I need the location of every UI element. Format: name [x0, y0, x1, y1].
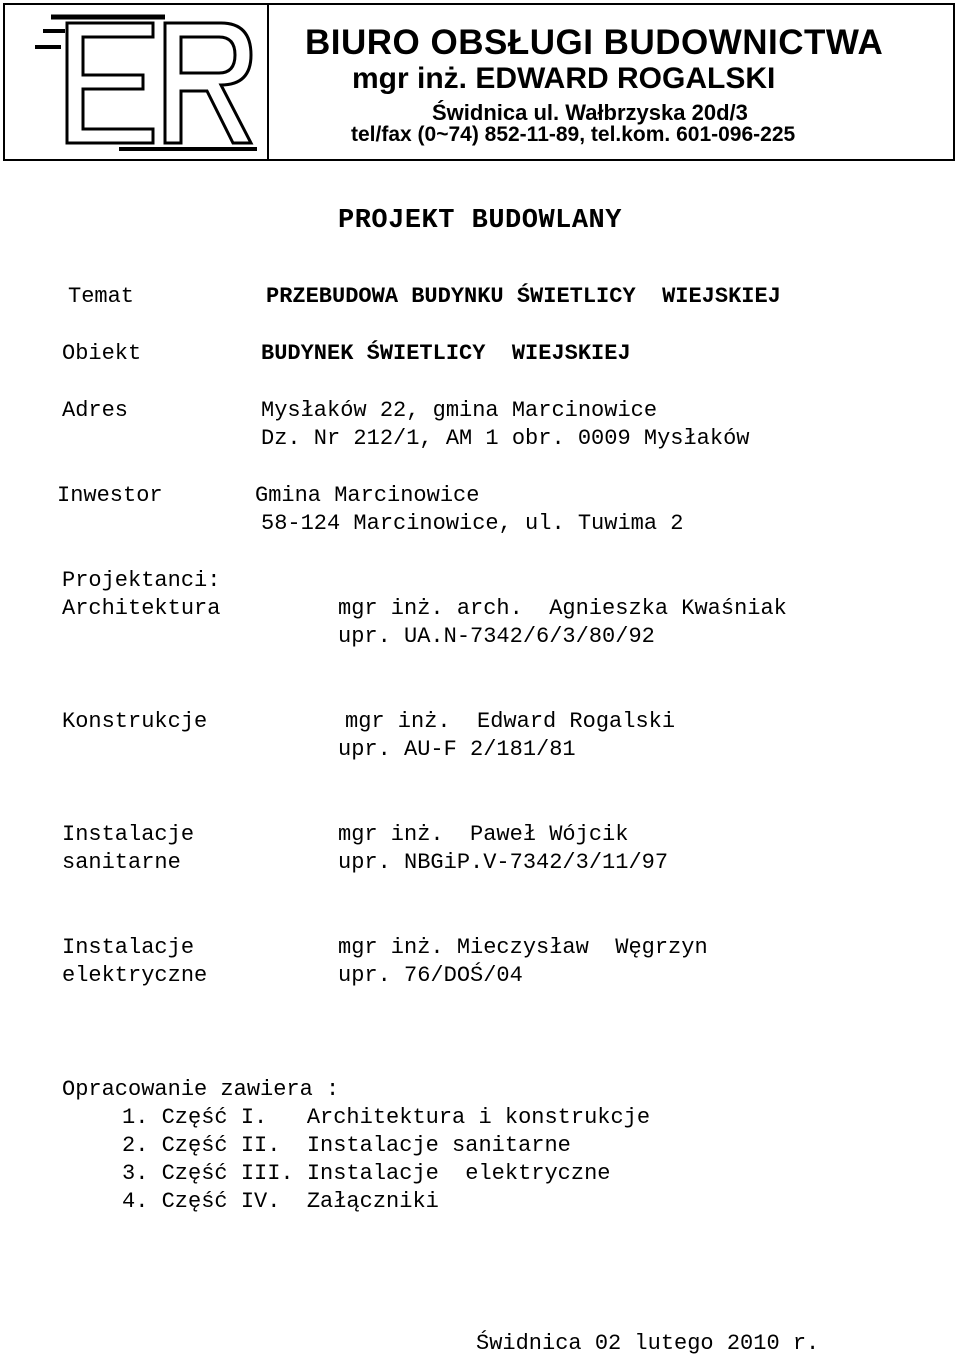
- sanitarne-label-2: sanitarne: [62, 850, 181, 875]
- document-title: PROJEKT BUDOWLANY: [338, 206, 622, 236]
- konstrukcje-name: mgr inż. Edward Rogalski: [345, 709, 676, 734]
- contents-item: 3. Część III. Instalacje elektryczne: [122, 1161, 611, 1186]
- konstrukcje-label: Konstrukcje: [62, 709, 208, 734]
- letterhead-divider: [267, 5, 269, 159]
- adres-line2: Dz. Nr 212/1, AM 1 obr. 0009 Mysłaków: [261, 426, 750, 451]
- temat-value: PRZEBUDOWA BUDYNKU ŚWIETLICY WIEJSKIEJ: [266, 284, 781, 309]
- adres-label: Adres: [62, 398, 129, 423]
- sanitarne-label-1: Instalacje: [62, 822, 195, 847]
- company-address: Świdnica ul. Wałbrzyska 20d/3: [432, 100, 748, 125]
- company-owner: mgr inż. EDWARD ROGALSKI: [352, 62, 776, 95]
- architektura-name: mgr inż. arch. Agnieszka Kwaśniak: [338, 596, 787, 621]
- obiekt-value: BUDYNEK ŚWIETLICY WIEJSKIEJ: [261, 341, 631, 366]
- company-name: BIURO OBSŁUGI BUDOWNICTWA: [305, 23, 884, 62]
- contents-item: 2. Część II. Instalacje sanitarne: [122, 1133, 571, 1158]
- obiekt-label: Obiekt: [62, 341, 142, 366]
- elektryczne-license: upr. 76/DOŚ/04: [338, 963, 523, 988]
- place-date: Świdnica 02 lutego 2010 r.: [476, 1331, 820, 1356]
- contents-item: 1. Część I. Architektura i konstrukcje: [122, 1105, 651, 1130]
- architektura-label: Architektura: [62, 596, 221, 621]
- inwestor-label: Inwestor: [57, 483, 163, 508]
- elektryczne-label-1: Instalacje: [62, 935, 195, 960]
- inwestor-line2: 58-124 Marcinowice, ul. Tuwima 2: [261, 511, 684, 536]
- sanitarne-license: upr. NBGiP.V-7342/3/11/97: [338, 850, 669, 875]
- adres-line1: Mysłaków 22, gmina Marcinowice: [261, 398, 658, 423]
- temat-label: Temat: [68, 284, 135, 309]
- sanitarne-name: mgr inż. Paweł Wójcik: [338, 822, 629, 847]
- company-contact: tel/fax (0~74) 852-11-89, tel.kom. 601-096-225: [351, 123, 796, 146]
- contents-heading: Opracowanie zawiera :: [62, 1077, 340, 1102]
- konstrukcje-license: upr. AU-F 2/181/81: [338, 737, 576, 762]
- projektanci-heading: Projektanci:: [62, 568, 221, 593]
- architektura-license: upr. UA.N-7342/6/3/80/92: [338, 624, 655, 649]
- letterhead: [3, 3, 955, 161]
- contents-item: 4. Część IV. Załączniki: [122, 1189, 439, 1214]
- elektryczne-name: mgr inż. Mieczysław Węgrzyn: [338, 935, 708, 960]
- elektryczne-label-2: elektryczne: [62, 963, 208, 988]
- er-logo: [25, 13, 263, 155]
- inwestor-line1: Gmina Marcinowice: [255, 483, 480, 508]
